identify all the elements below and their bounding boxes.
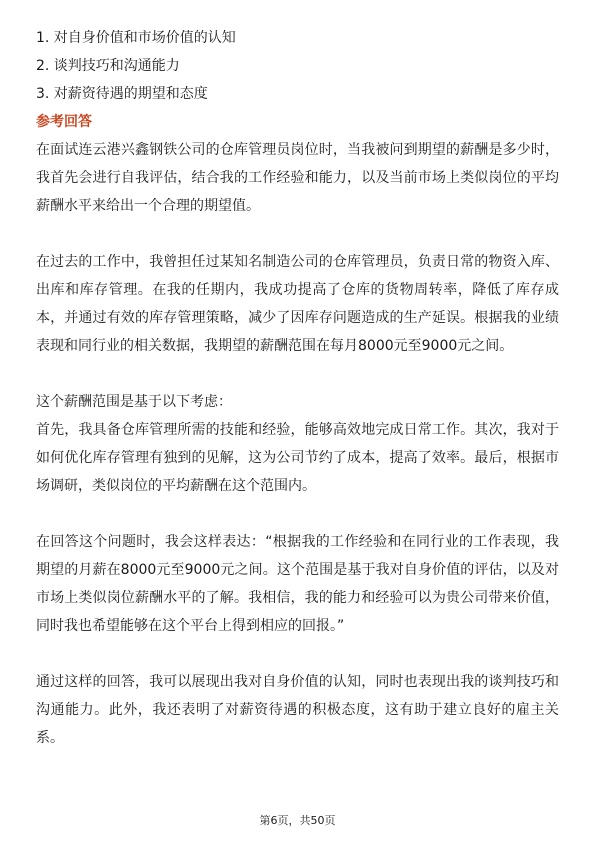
list-item: 1. 对自身价值和市场价值的认知 <box>36 30 236 46</box>
list-item: 2. 谈判技巧和沟通能力 <box>36 58 180 74</box>
paragraph-gap <box>36 640 559 668</box>
page-footer: 第6页，共50页 <box>259 814 336 827</box>
document-page <box>36 28 559 752</box>
section-heading: 参考回答 <box>36 114 92 130</box>
paragraph-gap <box>36 360 559 388</box>
paragraph-3: 这个薪酬范围是基于以下考虑： <box>36 394 232 410</box>
paragraph-gap <box>36 220 559 248</box>
paragraph-1: 在面试连云港兴鑫钢铁公司的仓库管理员岗位时，当我被问到期望的薪酬是多少时，我首先会进行自我评估，结合我的工作经验和能力，以及当前市场上类似岗位的平均薪酬水平来给出一个合理的期望值。 <box>36 142 559 214</box>
paragraph-5: 在回答这个问题时，我会这样表达：“根据我的工作经验和在同行业的工作表现，我期望的月薪在8000元至9000元之间。这个范围是基于我对自身价值的评估，以及对市场上类似岗位薪酬水平的了解。我相信，我的能力和经验可以为贵公司带来价值，同时我也希望能够在这个平台上得到相应的回报。” <box>36 534 559 634</box>
list-item: 3. 对薪资待遇的期望和态度 <box>36 86 208 102</box>
paragraph-2: 在过去的工作中，我曾担任过某知名制造公司的仓库管理员，负责日常的物资入库、出库和库存管理。在我的任期内，我成功提高了仓库的货物周转率，降低了库存成本，并通过有效的库存管理策略，减少了因库存问题造成的生产延误。根据我的业绩表现和同行业的相关数据，我期望的薪酬范围在每月8000元至9000元之间。 <box>36 254 559 354</box>
paragraph-4: 首先，我具备仓库管理所需的技能和经验，能够高效地完成日常工作。其次，我对于如何优化库存管理有独到的见解，这为公司节约了成本，提高了效率。最后，根据市场调研，类似岗位的平均薪酬在这个范围内。 <box>36 422 559 494</box>
paragraph-gap <box>36 500 559 528</box>
paragraph-6: 通过这样的回答，我可以展现出我对自身价值的认知，同时也表现出我的谈判技巧和沟通能力。此外，我还表明了对薪资待遇的积极态度，这有助于建立良好的雇主关系。 <box>36 674 559 746</box>
